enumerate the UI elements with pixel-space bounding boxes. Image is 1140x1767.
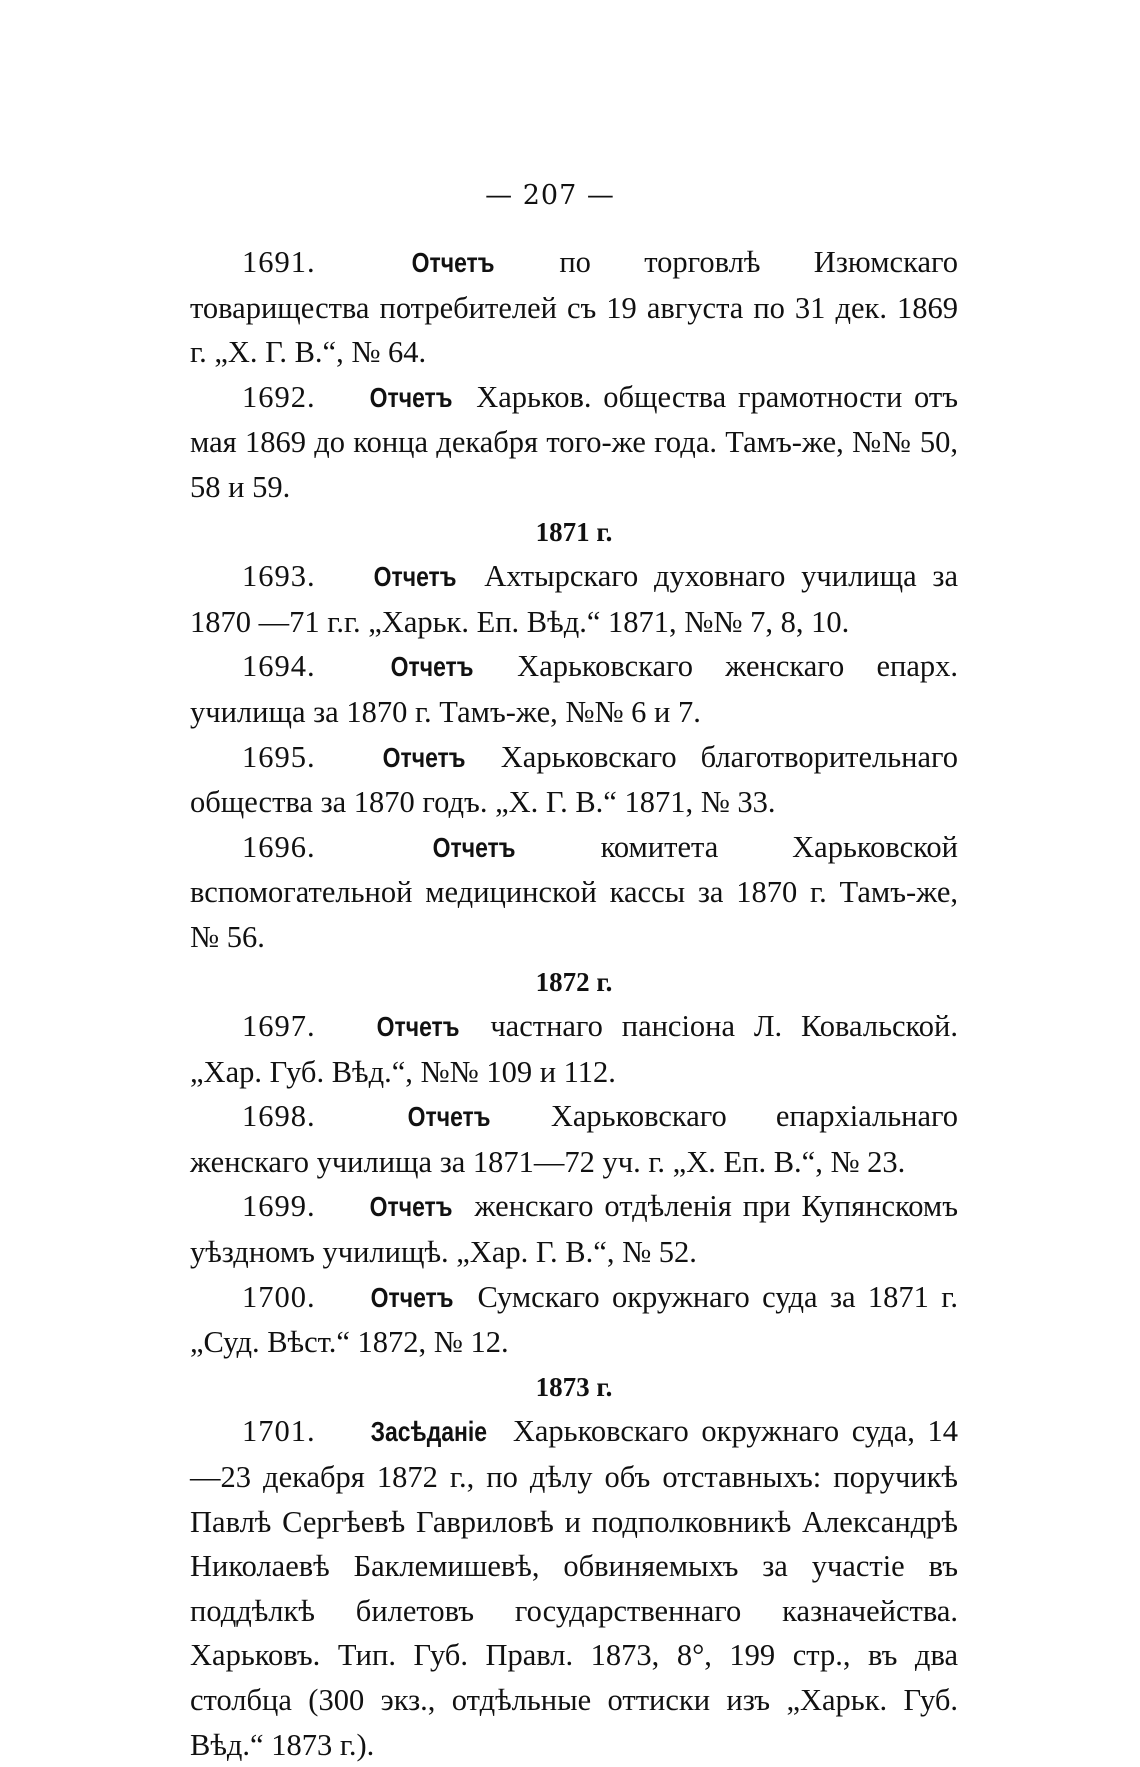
entry-keyword: Отчетъ bbox=[370, 1281, 454, 1313]
entry-keyword: Отчетъ bbox=[369, 1191, 453, 1223]
bibliography-entry bbox=[190, 1004, 958, 1094]
entry-keyword: Отчетъ bbox=[377, 1011, 460, 1043]
entry-text: комитета Харьковской вспомогательной медицинской кассы за 1870 г. Тамъ-же, № 56. bbox=[190, 829, 959, 954]
entry-keyword: Отчетъ bbox=[382, 741, 466, 773]
bibliography-entry bbox=[190, 735, 958, 825]
entry-text: по торговлѣ Изюмскаго товарищества потребителей съ 19 августа по 31 дек. 1869 г. „Х. Г. В.“, № 64. bbox=[190, 245, 958, 370]
bibliography-entry bbox=[190, 1184, 958, 1274]
entry-number: 1701. bbox=[242, 1414, 316, 1449]
bibliography-entry bbox=[190, 825, 958, 960]
year-heading: 1871 г. bbox=[535, 516, 613, 547]
bibliography-entry bbox=[190, 644, 958, 734]
entry-number: 1692. bbox=[242, 379, 316, 414]
entry-text: Ахтырскаго духовнаго училища за 1870 —71 г.г. „Харьк. Еп. Вѣд.“ 1871, №№ 7, 8, 10. bbox=[190, 559, 959, 639]
entry-number: 1694. bbox=[242, 649, 316, 684]
entry-keyword: Отчетъ bbox=[374, 561, 457, 593]
year-heading: 1873 г. bbox=[535, 1371, 613, 1402]
entry-keyword: Отчетъ bbox=[370, 381, 453, 413]
entry-text: частнаго пансіона Л. Ковальской. „Хар. Губ. Вѣд.“, №№ 109 и 112. bbox=[190, 1009, 958, 1089]
bibliography-entry bbox=[190, 1094, 958, 1184]
entry-keyword: Отчетъ bbox=[411, 247, 495, 278]
entry-text: Харьковскаго окружнаго суда, 14—23 декабря 1872 г., по дѣлу объ отставныхъ: поручикѣ Павлѣ Сергѣевѣ Гавриловѣ и подполковникѣ Александрѣ Николаевѣ Баклемишевѣ, обвиняемыхъ за участіе въ поддѣлкѣ билетовъ государственнаго казначейства. Харьковъ. Тип. Губ. Правл. 1873, 8°, 199 стр., въ два столбца (300 экз., отдѣльные оттиски изъ „Харьк. Губ. Вѣд.“ 1873 г.). bbox=[190, 1414, 958, 1762]
bibliography-list bbox=[190, 240, 958, 1767]
entry-number: 1698. bbox=[242, 1099, 316, 1134]
entry-text: Харьковскаго благотворительнаго общества за 1870 годъ. „Х. Г. В.“ 1871, № 33. bbox=[190, 739, 958, 820]
bibliography-entry bbox=[190, 554, 958, 644]
entry-number: 1691. bbox=[242, 245, 316, 279]
bibliography-entry bbox=[190, 1409, 958, 1767]
entry-text: Сумскаго окружнаго суда за 1871 г. „Суд. Вѣст.“ 1872, № 12. bbox=[190, 1279, 958, 1360]
entry-number: 1695. bbox=[242, 739, 316, 774]
entry-text: Харьков. общества грамотности отъ мая 1869 до конца декабря того-же года. Тамъ-же, №№ 50, 58 и 59. bbox=[190, 379, 958, 504]
page-number: — 207 — bbox=[485, 180, 615, 211]
entry-keyword: Засѣданіе bbox=[370, 1416, 488, 1448]
bibliography-entry bbox=[190, 240, 958, 375]
entry-number: 1696. bbox=[242, 829, 316, 864]
entry-keyword: Отчетъ bbox=[407, 1101, 491, 1133]
entry-text: Харьковскаго епархіальнаго женскаго училища за 1871—72 уч. г. „Х. Еп. В.“, № 23. bbox=[190, 1099, 958, 1179]
entry-number: 1699. bbox=[242, 1189, 316, 1224]
entry-number: 1697. bbox=[242, 1009, 316, 1044]
entry-number: 1700. bbox=[242, 1279, 316, 1314]
entry-keyword: Отчетъ bbox=[432, 831, 516, 863]
year-heading: 1872 г. bbox=[535, 966, 613, 997]
entry-text: женскаго отдѣленія при Купянскомъ уѣздномъ училищѣ. „Хар. Г. В.“, № 52. bbox=[190, 1189, 958, 1270]
bibliography-entry bbox=[190, 375, 958, 510]
entry-number: 1693. bbox=[242, 559, 316, 594]
bibliography-entry bbox=[190, 1275, 958, 1365]
entry-keyword: Отчетъ bbox=[390, 651, 474, 683]
entry-text: Харьковскаго женскаго епарх. училища за 1870 г. Тамъ-же, №№ 6 и 7. bbox=[190, 649, 958, 729]
